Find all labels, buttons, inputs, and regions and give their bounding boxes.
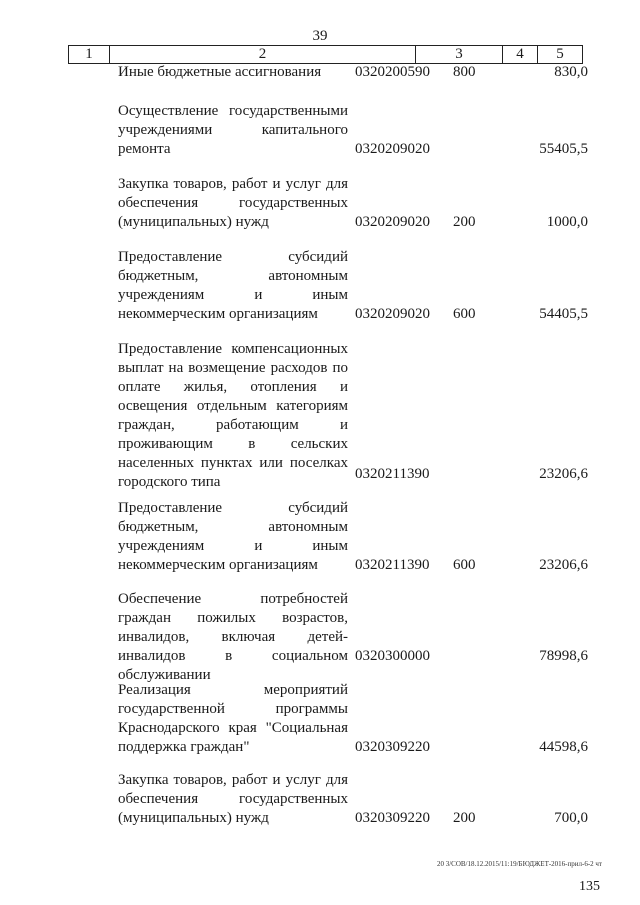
- row-name: Предоставление субсидий бюджетным, автономным учреждениям и иным некоммерческим организациям: [118, 500, 348, 573]
- column-header-3: 3: [416, 46, 503, 63]
- table-row: [0, 248, 640, 324]
- row-code: 0320309220: [355, 810, 430, 826]
- row-code: 0320200590: [355, 64, 430, 80]
- row-code: 0320309220: [355, 739, 430, 755]
- row-vr: 200: [453, 810, 476, 826]
- column-header-1: 1: [69, 46, 110, 63]
- row-vr: 600: [453, 306, 476, 322]
- table-row: [0, 681, 640, 757]
- row-code: 0320211390: [355, 466, 430, 482]
- row-name: Реализация мероприятий государственной программы Краснодарского края "Социальная поддержка граждан": [118, 682, 348, 755]
- row-code: 0320300000: [355, 648, 430, 664]
- row-sum: 55405,5: [539, 141, 588, 157]
- document-footer-id: 20 3/СОВ/18.12.2015/11:19/БЮДЖЕТ-2016-прил-6-2 чт: [436, 860, 602, 868]
- table-header-row: [68, 45, 583, 64]
- table-row: [0, 102, 640, 159]
- row-name: Иные бюджетные ассигнования: [118, 64, 322, 80]
- row-vr: 800: [453, 64, 476, 80]
- row-name: Закупка товаров, работ и услуг для обеспечения государственных (муниципальных) нужд: [118, 176, 348, 230]
- table-row: [0, 340, 640, 490]
- row-code: 0320211390: [355, 557, 430, 573]
- column-header-4: 4: [503, 46, 538, 63]
- table-row: [0, 771, 640, 828]
- row-code: 0320209020: [355, 306, 430, 322]
- row-sum: 23206,6: [539, 466, 588, 482]
- row-code: 0320209020: [355, 214, 430, 230]
- table-row: [0, 175, 640, 232]
- row-name: Предоставление компенсационных выплат на возмещение расходов по оплате жилья, отопления и освещения отдельным категориям граждан, работающим и проживающим в сельских населенных пунктах или поселках городского типа: [118, 341, 348, 490]
- row-sum: 78998,6: [539, 648, 588, 664]
- row-vr: 600: [453, 557, 476, 573]
- page-number-bottom: 135: [579, 879, 600, 894]
- table-row: [0, 499, 640, 575]
- row-sum: 830,0: [554, 64, 588, 80]
- column-header-2: 2: [110, 46, 416, 63]
- row-sum: 1000,0: [546, 214, 588, 230]
- row-name: Осуществление государственными учреждениями капитального ремонта: [118, 103, 348, 157]
- row-name: Закупка товаров, работ и услуг для обеспечения государственных (муниципальных) нужд: [118, 772, 348, 826]
- row-sum: 54405,5: [539, 306, 588, 322]
- table-row: [0, 63, 640, 82]
- column-header-5: 5: [556, 46, 564, 62]
- page-number-top: 39: [312, 28, 328, 44]
- row-vr: 200: [453, 214, 476, 230]
- row-sum: 700,0: [554, 810, 588, 826]
- row-name: Обеспечение потребностей граждан пожилых возрастов, инвалидов, включая детей-инвалидов в социальном обслуживании: [118, 591, 348, 683]
- row-code: 0320209020: [355, 141, 430, 157]
- table-row: [0, 590, 640, 683]
- row-sum: 44598,6: [539, 739, 588, 755]
- row-sum: 23206,6: [539, 557, 588, 573]
- row-name: Предоставление субсидий бюджетным, автономным учреждениям и иным некоммерческим организациям: [118, 249, 348, 322]
